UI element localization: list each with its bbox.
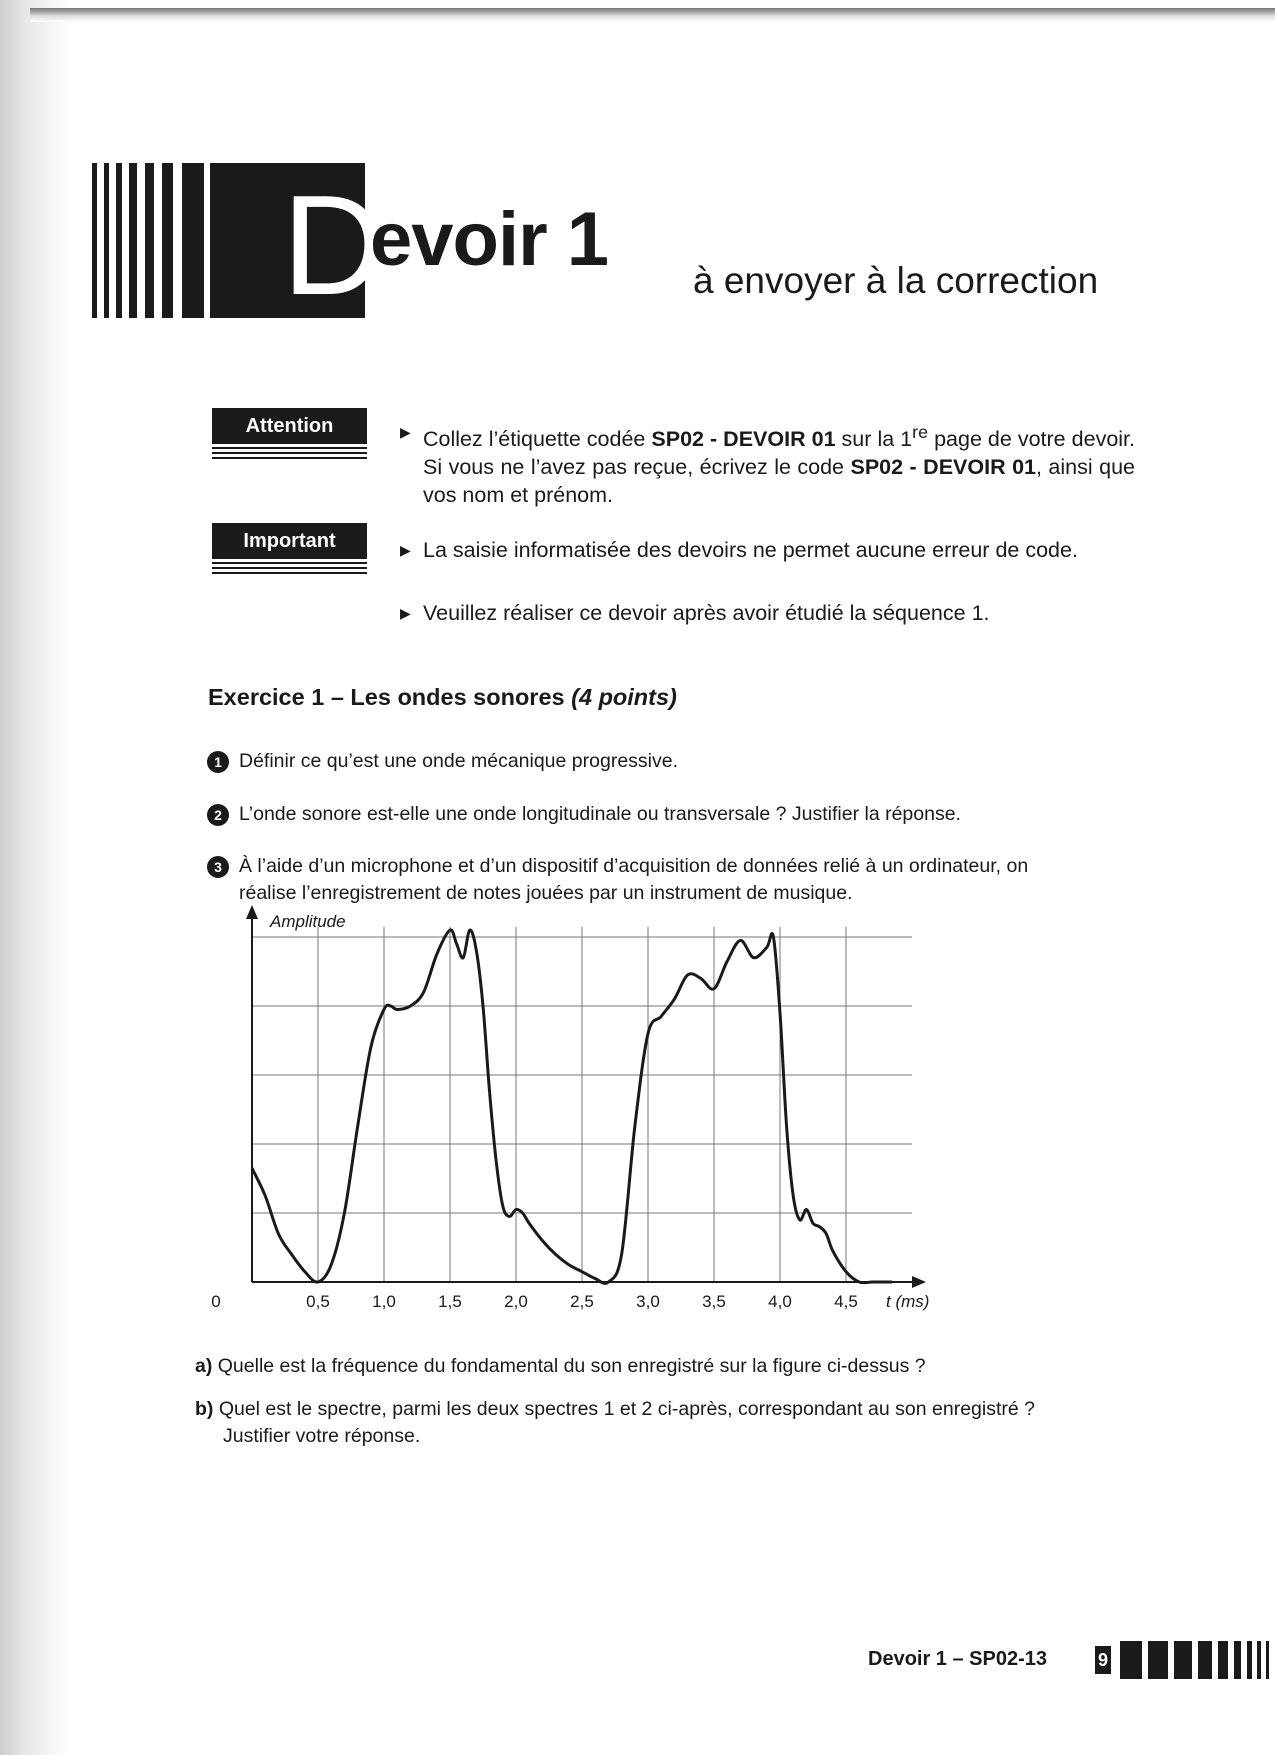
y-axis-label: Amplitude (270, 912, 346, 931)
x-axis-label: t (ms) (886, 1292, 930, 1311)
exercise-points: (4 points) (571, 684, 677, 710)
x-tick-label: 4,0 (768, 1292, 792, 1311)
page-subtitle: à envoyer à la correction (693, 260, 1099, 301)
x-axis-arrow-icon (912, 1276, 926, 1288)
question-2: 2 L’onde sonore est-elle une onde longitudinale ou transversale ? Justifier la réponse. (207, 801, 961, 828)
y-axis-arrow-icon (246, 905, 258, 919)
bullet-arrow-icon: ▶ (400, 542, 411, 558)
x-tick-label: 3,5 (702, 1292, 726, 1311)
attention-code: SP02 - DEVOIR 01 (651, 427, 836, 452)
x-tick-label: 0 (211, 1292, 221, 1311)
attention-tag: Attention (212, 408, 367, 444)
x-tick-label: 2,0 (504, 1292, 528, 1311)
question-3: 3 À l’aide d’un microphone et d’un dispositif d’acquisition de données relié à un ordinateur, on réalise l’enregistrement de notes jouées par un instrument de musique. (207, 853, 1028, 907)
title-initial: D (282, 166, 385, 325)
sub-question-a: a) Quelle est la fréquence du fondamental du son enregistré sur la figure ci-dessus ? (195, 1355, 926, 1377)
sub-question-b: b) Quel est le spectre, parmi les deux spectres 1 et 2 ci-après, correspondant au son enregistré ? Justifier votre réponse. (195, 1398, 1036, 1447)
x-tick-label: 1,0 (372, 1292, 396, 1311)
footer-barcode-decoration (1118, 1641, 1275, 1679)
x-tick-label: 0,5 (306, 1292, 330, 1311)
question-1: 1 Définir ce qu’est une onde mécanique progressive. (207, 748, 678, 775)
amplitude-series-line (252, 930, 892, 1283)
question-number-icon: 3 (207, 856, 229, 878)
x-tick-label: 4,5 (834, 1292, 858, 1311)
attention-code: SP02 - DEVOIR 01 (850, 455, 1036, 480)
question-number-icon: 1 (207, 751, 229, 773)
x-tick-label: 2,5 (570, 1292, 594, 1311)
footer-label: Devoir 1 – SP02-13 (868, 1648, 1047, 1670)
page-title: evoir 1 (370, 197, 609, 282)
bullet-arrow-icon: ▶ (400, 605, 411, 621)
attention-notice: ▶ Collez l’étiquette codée SP02 - DEVOIR 01 sur la 1re page de votre devoir. Si vous ne l’avez pas reçue, écrivez le code SP02 - DEVOIR 01, ainsi que vos nom et prénom. (400, 418, 1135, 509)
x-tick-label: 3,0 (636, 1292, 660, 1311)
important-notice-2: ▶ Veuillez réaliser ce devoir après avoir étudié la séquence 1. (400, 601, 990, 625)
exercise-title: Exercice 1 – Les ondes sonores (4 points) (208, 684, 677, 710)
x-tick-label: 1,5 (438, 1292, 462, 1311)
bullet-arrow-icon: ▶ (400, 424, 411, 440)
important-tag: Important (212, 523, 367, 559)
page-number: 9 (1095, 1646, 1111, 1674)
important-notice-1: ▶ La saisie informatisée des devoirs ne permet aucune erreur de code. (400, 538, 1078, 562)
question-number-icon: 2 (207, 804, 229, 826)
